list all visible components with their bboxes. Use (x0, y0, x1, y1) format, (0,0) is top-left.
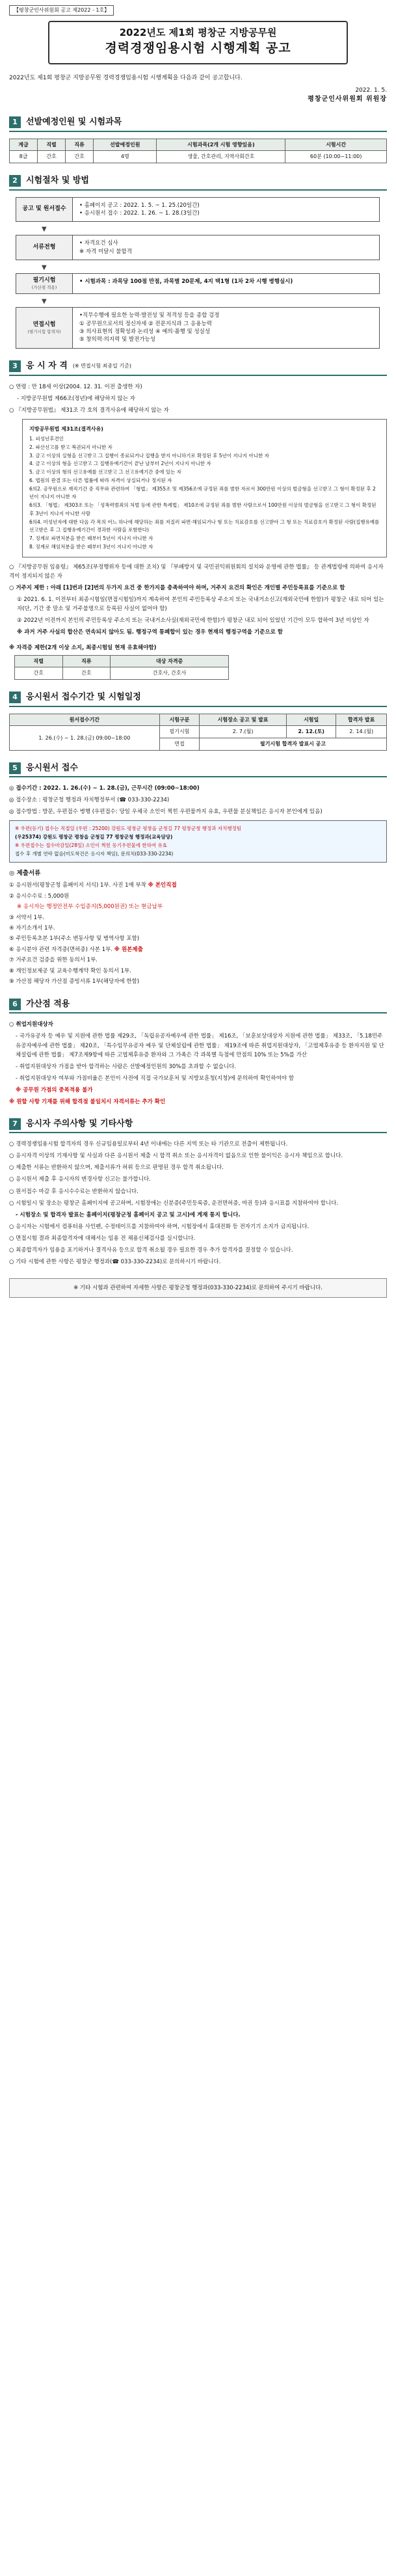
step-label: 공고 및 원서접수 (16, 197, 73, 222)
table-header: 계급 (10, 139, 38, 151)
apply-method: ◎ 접수방법 : 방문, 우편접수 병행 (우편접수: 당일 우체국 소인이 찍힌 우편물까지 유효, 우편물 분실책임은 응시자 본인에게 있음) (9, 809, 323, 816)
table-header: 시험과목(2개 시험 영향있음) (157, 139, 285, 151)
list-item: ② 응시수수료 : 5,000원 (9, 892, 70, 900)
section-number: 4 (9, 691, 21, 703)
qual-res-1: ① 2021. 6. 1. 이전부터 최종시험일(면접시험일)까지 계속하여 본인의 주민등록상 주소지 또는 국내거소신고(재외국민에 한함)가 평창군 내로 되어 있는 자(단, 기간 중 말소 및 거주불명으로 등록된 사실이 없어야 함) (17, 596, 384, 612)
qual-res-note: ※ 과거 거주 사실의 합산은 연속되지 않아도 됨. 행정구역 통폐합이 있는 경우 현재의 행정구역을 기준으로 함 (17, 628, 283, 636)
qual-disqual: ○ 『지방공무원법』 제31조 각 호의 결격사유에 해당하지 않는 자 (9, 407, 169, 414)
section-number: 3 (9, 360, 21, 372)
table-cell: 8급 (10, 151, 38, 163)
table-cell: 2. 12.(토) (286, 726, 336, 738)
disqual-line: 6의4. 미성년자에 대한 다음 각 목의 어느 하나에 해당하는 죄를 저질러 파면·해임되거나 형 또는 치료감호를 선고받아 그 형 또는 치료감호가 확정된 사람(집행유예를 선고받은 후 그 집행유예기간이 경과한 사람을 포함한다) (29, 518, 380, 533)
procedure-step (16, 235, 380, 260)
table-cell: 간호 (62, 667, 111, 680)
bonus-line: ※ 공무원 가점의 중복적용 불가 (16, 1086, 93, 1093)
list-item: ⑦ 거주요건 검증을 위한 동의서 1부. (9, 957, 98, 964)
table-cell: 2. 14.(월) (336, 726, 387, 738)
caution-line: ○ 시험일시 및 장소는 평창군 홈페이지에 공고하며, 시험장에는 신분증(주민등록증, 운전면허증, 여권 등)과 응시표를 지참하여야 합니다. (9, 1200, 339, 1207)
procedure-step (16, 197, 380, 222)
table-cell: 4명 (94, 151, 157, 163)
step-label: 필기시험 (가산점 적용) (16, 273, 73, 294)
step-label: 서류전형 (16, 235, 73, 260)
section-2-header (9, 175, 387, 191)
qual-retire: - 지방공무원법 제66조(정년)에 해당하지 않는 자 (17, 395, 135, 402)
exam-procedure (16, 197, 380, 349)
step-body: • 홈페이지 공고 : 2022. 1. 5. ~ 1. 25.(20일간) • 응시원서 접수 : 2022. 1. 26. ~ 1. 28.(3일간) (73, 197, 380, 222)
table-header: 합격자 발표 (336, 714, 387, 726)
apply-place: ◎ 접수장소 : 평창군청 행정과 자치행정부서 (☎ 033-330-2234) (9, 797, 170, 804)
procedure-step (16, 307, 380, 348)
qual-residence: ○ 거주지 제한 : 아래 [1]번과 [2]번의 두가지 요건 중 한가지를 충족하여야 하며, 거주지 요건의 확인은 개인별 주민등록표를 기준으로 함 (9, 584, 345, 591)
step-label: 면접시험 (필기시험 합격자) (16, 307, 73, 348)
announce-date: 2022. 1. 5. (355, 87, 387, 94)
table-header: 시험일 (286, 714, 336, 726)
down-arrow-icon: ▼ (42, 298, 47, 306)
mail-line: ※ 우편접수는 접수마감일(28일) 소인이 찍힌 등기우편물에 한하여 유효 (15, 842, 167, 848)
table-cell: 간호 (66, 151, 94, 163)
section-title: 응시자 주의사항 및 기타사항 (26, 1118, 133, 1129)
table-cell: 간호 (15, 667, 63, 680)
table-header: 시험시간 (285, 139, 387, 151)
contact-notice: ※ 기타 시험과 관련하여 자세한 사항은 평창군청 행정과(033-330-2234)로 문의하여 주시기 바랍니다. (9, 1278, 387, 1298)
documents-heading: ◎ 제출서류 (9, 870, 41, 878)
table-row (10, 151, 387, 163)
disqual-line: 6. 법원의 판결 또는 다른 법률에 따라 자격이 상실되거나 정지된 자 (29, 477, 172, 483)
table-row (15, 667, 229, 680)
table-row (10, 726, 387, 738)
table-cell: 간호 (38, 151, 66, 163)
section-3-header (9, 360, 387, 376)
title-line2: 경력경쟁임용시험 시행계획 공고 (105, 41, 291, 56)
table-cell: 2. 7.(월) (200, 726, 287, 738)
list-item: ⑥ 응시분야 관련 자격증(면허증) 사본 1부. ※ 원본제출 (9, 946, 143, 953)
bonus-line: - 취업지원대상자 여부와 가점비율은 본인이 사전에 직접 국가보훈처 및 지방보훈청(지청)에 문의하여 확인하여야 함 (16, 1075, 295, 1082)
section-number: 1 (9, 116, 21, 128)
table-header: 대상 자격증 (111, 655, 229, 667)
section-number: 7 (9, 1118, 21, 1130)
mail-line: 접수 후 개별 연락 없음(미도착건은 응시자 책임), 문의처(033-330-2234) (15, 850, 174, 857)
table-header: 원서접수기간 (10, 714, 160, 726)
documents-list (9, 881, 387, 986)
section-title: 응시원서 접수 (26, 762, 78, 773)
list-item: ③ 서약서 1부. (9, 914, 44, 921)
caution-line: ○ 기타 시험에 관한 사항은 평창군 행정과(☎ 033-330-2234)로 문의하시기 바랍니다. (9, 1258, 221, 1265)
disqual-line: 5. 금고 이상의 형의 선고유예를 선고받고 그 선고유예기간 중에 있는 자 (29, 469, 181, 476)
table-header: 선발예정인원 (94, 139, 157, 151)
notice-tag: 【평창군인사위원회 공고 제2022 - 1호】 (9, 5, 114, 16)
section-title: 응시원서 접수기간 및 시험일정 (26, 691, 141, 702)
apply-period: ◎ 접수기간 : 2022. 1. 26.(수) ~ 1. 28.(금), 근무시간 (09:00~18:00) (9, 785, 200, 792)
caution-line: ○ 응시원서 제출 후 응시자의 변경사항 신고는 불가합니다. (9, 1176, 151, 1183)
qual-fraud: ○ 『지방공무원 임용령』 제65조(부정행위자 등에 대한 조치) 및 『부패방지 및 국민권익위원회의 설치와 운영에 관한 법률』 등 관계법령에 의하여 응시자격이 정지되지 않은 자 (9, 563, 384, 580)
disqual-line: 4. 금고 이상의 형을 선고받고 그 집행유예기간이 끝난 날부터 2년이 지나지 아니한 자 (29, 461, 211, 467)
list-item: ⑧ 개인정보제공 및 교육수행계약 확인 동의서 1부. (9, 967, 131, 974)
caution-line: ○ 원서접수 마감 후 응시수수료는 반환하지 않습니다. (9, 1188, 139, 1195)
table-header-row (10, 714, 387, 726)
table-header-row (15, 655, 229, 667)
step-body: • 시험과목 : 과목당 100점 만점, 과목별 20문제, 4지 택1형 (1차 2차 시행 병행실시) (73, 273, 380, 294)
section-title: 가산점 적용 (26, 999, 70, 1009)
recruit-table (9, 139, 387, 163)
title-line1: 2022년도 제1회 평창군 지방공무원 (119, 26, 277, 38)
caution-line: - 시험장소 및 합격자 발표는 홈페이지(평창군청 홈페이지 공고 및 고시)에 게재 통지 합니다. (16, 1211, 241, 1218)
section-6-header (9, 999, 387, 1014)
section-title: 시험절차 및 방법 (26, 175, 89, 185)
table-cell: 생물, 간호관리, 지역사회간호 (157, 151, 285, 163)
section-subtitle: (※ 면접시험 최종일 기준) (72, 363, 131, 369)
caution-line: ○ 경력경쟁임용시험 합격자의 경우 신규임용일로부터 4년 이내에는 다른 지역 또는 타 기관으로 전출이 제한됩니다. (9, 1141, 288, 1148)
table-cell: 필기시험 합격자 발표시 공고 (200, 738, 387, 751)
announce-org: 평창군인사위원회 위원장 (308, 96, 387, 103)
table-header-row (10, 139, 387, 151)
qual-res-2: ② 2022년 이전까지 본인의 주민등록상 주소지 또는 국내거소사실(재외국민에 한함)가 평창군 내로 되어 있었던 기간이 모두 합하여 3년 이상인 자 (17, 617, 369, 624)
list-item: ※ 응시자는 행정안전부 수입증지(5,000원권) 또는 현금납부 (17, 904, 163, 911)
mail-line: ※ 우편(등기) 접수는 직접일 (우편 : 25200) 강원도 평창군 평창읍 군청길 77 평창군청 행정과 자치행정팀 (15, 825, 242, 832)
procedure-step (16, 273, 380, 294)
list-item: ④ 자기소개서 1부. (9, 925, 55, 932)
table-cell: 필기시험 (159, 726, 199, 738)
section-number: 5 (9, 762, 21, 774)
table-cell: 간호사, 간호사 (111, 667, 229, 680)
license-table (14, 655, 229, 680)
bonus-line: - 취업지원대상자 가점을 받아 합격하는 사람은 선발예정인원의 30%를 초과할 수 없습니다. (16, 1063, 237, 1070)
disqual-line: 8. 징계로 해임처분을 받은 때부터 3년이 지나지 아니한 자 (29, 543, 153, 550)
step-body: •직무수행에 필요한 능력·발전성 및 적격성 등을 종합 검정 ① 공무원으로서의 정신자세 ② 전문지식과 그 응용능력 ③ 의사표현의 정확성과 논리성 ④ 예의·품행 및 성실성 ⑤ 창의력·의지력 및 발전가능성 (73, 307, 380, 348)
table-header: 시험구분 (159, 714, 199, 726)
disqual-line: 2. 파산선고를 받고 복권되지 아니한 자 (29, 444, 112, 450)
caution-line: ○ 면접시험 결과 최종합격자에 대해서는 임용 전 채용신체검사를 실시합니다. (9, 1235, 196, 1242)
section-title: 선발예정인원 및 시험과목 (26, 116, 122, 127)
section-4-header (9, 691, 387, 707)
section-title: 응 시 자 격 (26, 360, 68, 371)
bonus-line: - 국가유공자 등 예우 및 지원에 관한 법률 제29조, 「독립유공자예우에 관한 법률」 제16조, 「보훈보상대상자 지원에 관한 법률」 제33조, 「5.18민주유공자예우에 관한 법률」 제20조, 「특수임무유공자 예우 및 단체설립에 관한 법률」 제19조에 따른 취업지원대상자, 「고엽제후유증 등 환자지원 및 단체설립에 관한 법률」 제7조제9항에 따른 고엽제후유증 환자와 그 가족은 각 과목별 득점에 만점의 10% 또는 5%를 가산 (16, 1033, 384, 1058)
qual-age: ○ 연령 : 만 18세 이상(2004. 12. 31. 이전 출생한 자) (9, 383, 142, 390)
section-number: 2 (9, 175, 21, 187)
table-header: 시험장소 공고 및 발표 (200, 714, 287, 726)
caution-line: ○ 응시자는 시험에서 컴퓨터용 사인펜, 수정테이프를 지참하여야 하며, 시험장에서 휴대전화 등 전자기기 소지가 금지됩니다. (9, 1223, 310, 1230)
disqual-line: 3. 금고 이상의 실형을 선고받고 그 집행이 종료되거나 집행을 받지 아니하기로 확정된 후 5년이 지나지 아니한 자 (29, 452, 269, 459)
table-header: 직류 (66, 139, 94, 151)
down-arrow-icon: ▼ (42, 263, 47, 271)
license-note: ※ 자격증 제한(2개 이상 소지, 최종시험일 현재 유효해야함) (9, 644, 157, 651)
table-cell: 1. 26.(수) ~ 1. 28.(금) 09:00~18:00 (10, 726, 160, 750)
table-cell: 면접 (159, 738, 199, 751)
caution-line: ○ 최종합격자가 임용을 포기하거나 결격사유 등으로 합격 취소될 경우 필요한 경우 추가 합격자를 결정할 수 있습니다. (9, 1246, 293, 1254)
mail-info-box (9, 820, 387, 863)
mail-line: (우25374) 강원도 평창군 평창읍 군청길 77 평창군청 행정과(교육담당) (15, 834, 173, 840)
schedule-table (9, 714, 387, 751)
caution-line: ○ 응시자격 이상의 기재사항 및 사실과 다른 응시원서 제출 시 합격 취소 또는 응시자격이 없음으로 인한 불이익은 응시자 책임으로 합니다. (9, 1153, 343, 1160)
disqual-box (22, 419, 387, 557)
table-header: 직렬 (15, 655, 63, 667)
table-header: 직렬 (38, 139, 66, 151)
section-7-header (9, 1118, 387, 1134)
table-cell: 60분 (10:00~11:00) (285, 151, 387, 163)
disqual-line: 7. 징계로 파면처분을 받은 때부터 5년이 지나지 아니한 자 (29, 535, 153, 542)
step-body: • 자격요건 심사 ※ 자격 미달시 불합격 (73, 235, 380, 260)
section-number: 6 (9, 999, 21, 1010)
down-arrow-icon: ▼ (42, 226, 47, 234)
disqual-line: 6의3. 「형법」 제303조 또는 「성폭력범죄의 처벌 등에 관한 특례법」 제10조에 규정된 죄를 범한 사람으로서 100만원 이상의 벌금형을 선고받고 그 형이 확정된 후 3년이 지나지 아니한 사람 (29, 502, 376, 517)
list-item: ⑨ 가산점 해당자 가산점 증빙서류 1부(해당자에 한함) (9, 978, 140, 986)
list-item: ① 응시원서(평창군청 홈페이지 서식) 1부. 사진 1매 부착 ※ 본인직접 (9, 882, 177, 889)
bonus-heading: ○ 취업지원대상자 (9, 1021, 53, 1028)
section-5-header (9, 762, 387, 778)
disqual-line: 6의2. 공무원으로 재직기간 중 직무와 관련하여 「형법」 제355조 및 제356조에 규정된 죄를 범한 자로서 300만원 이상의 벌금형을 선고받고 그 형이 확정된 후 2년이 지나지 아니한 자 (29, 485, 376, 500)
intro-text: 2022년도 제1회 평창군 지방공무원 경력경쟁임용시험 시행계획을 다음과 같이 공고합니다. (9, 74, 243, 81)
title-box (48, 21, 348, 64)
table-header: 직류 (62, 655, 111, 667)
section-1-header (9, 116, 387, 132)
bonus-note: ※ 원할 사항 기재를 위해 합격점 불일치시 자격서류는 추가 확인 (9, 1098, 166, 1105)
disqual-title: 지방공무원법 제31조(결격사유) (29, 425, 103, 432)
disqual-line: 1. 피성년후견인 (29, 436, 64, 442)
list-item: ⑤ 주민등록초본 1부(주소 변동사항 및 병역사항 포함) (9, 935, 140, 943)
caution-line: ○ 제출한 서류는 반환하지 않으며, 제출서류가 허위 등으로 판명된 경우 합격 취소됩니다. (9, 1164, 224, 1172)
